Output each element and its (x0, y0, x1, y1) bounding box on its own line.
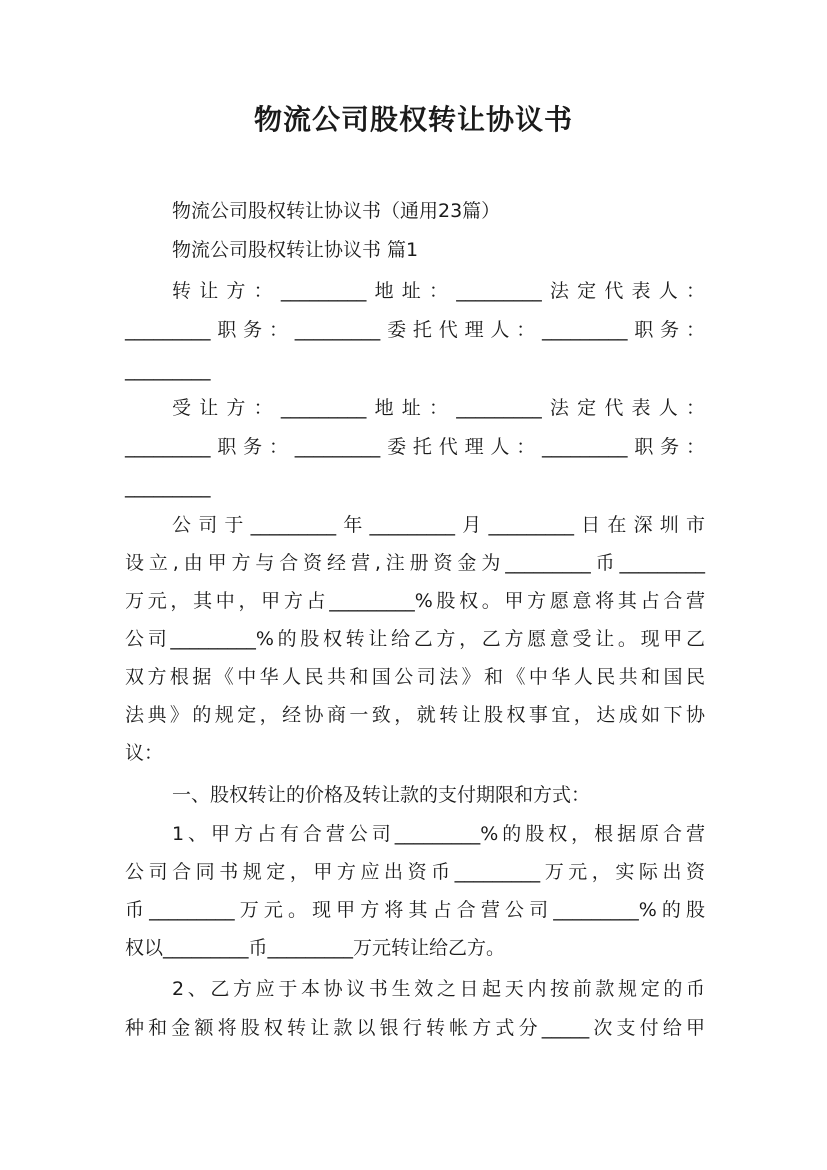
section-heading: 物流公司股权转让协议书 篇1 (172, 239, 419, 261)
paragraph-line: 公司_________%的股权转让给乙方，乙方愿意受让。现甲乙 (125, 628, 705, 650)
paragraph-line: 公司于_________年_________月_________日在深圳市 (172, 514, 705, 536)
paragraph-line: 法典》的规定，经协商一致，就转让股权事宜，达成如下协 (125, 704, 705, 726)
clause-line: 公司合同书规定，甲方应出资币_________万元，实际出资 (125, 861, 705, 883)
transferor-line-1: 转让方：_________地址：_________法定代表人： (172, 280, 705, 302)
transferee-line-1: 受让方：_________地址：_________法定代表人： (172, 397, 705, 419)
clause-heading: 一、股权转让的价格及转让款的支付期限和方式： (172, 784, 591, 806)
transferor-line-3: _________ (125, 359, 211, 381)
clause-line: 1、甲方占有合营公司_________%的股权，根据原合营 (172, 823, 705, 845)
document-title: 物流公司股权转让协议书 (253, 103, 573, 136)
subtitle-line: 物流公司股权转让协议书（通用23篇） (172, 200, 501, 222)
clause-line: 币_________万元。现甲方将其占合营公司_________%的股 (125, 899, 705, 921)
transferee-line-3: _________ (125, 476, 211, 498)
paragraph-line: 议： (125, 742, 164, 764)
clause-line: 2、乙方应于本协议书生效之日起天内按前款规定的币 (172, 978, 705, 1000)
clause-line: 权以_________币_________万元转让给乙方。 (125, 937, 506, 959)
paragraph-line: 设立,由甲方与合资经营,注册资金为_________币_________ (125, 552, 705, 574)
paragraph-line: 万元，其中，甲方占_________%股权。甲方愿意将其占合营 (125, 590, 705, 612)
transferor-line-2: _________职务：_________委托代理人：_________职务： (125, 319, 705, 341)
transferee-line-2: _________职务：_________委托代理人：_________职务： (125, 436, 705, 458)
clause-line: 种和金额将股权转让款以银行转帐方式分_____次支付给甲 (125, 1017, 705, 1039)
paragraph-line: 双方根据《中华人民共和国公司法》和《中华人民共和国民 (125, 666, 705, 688)
